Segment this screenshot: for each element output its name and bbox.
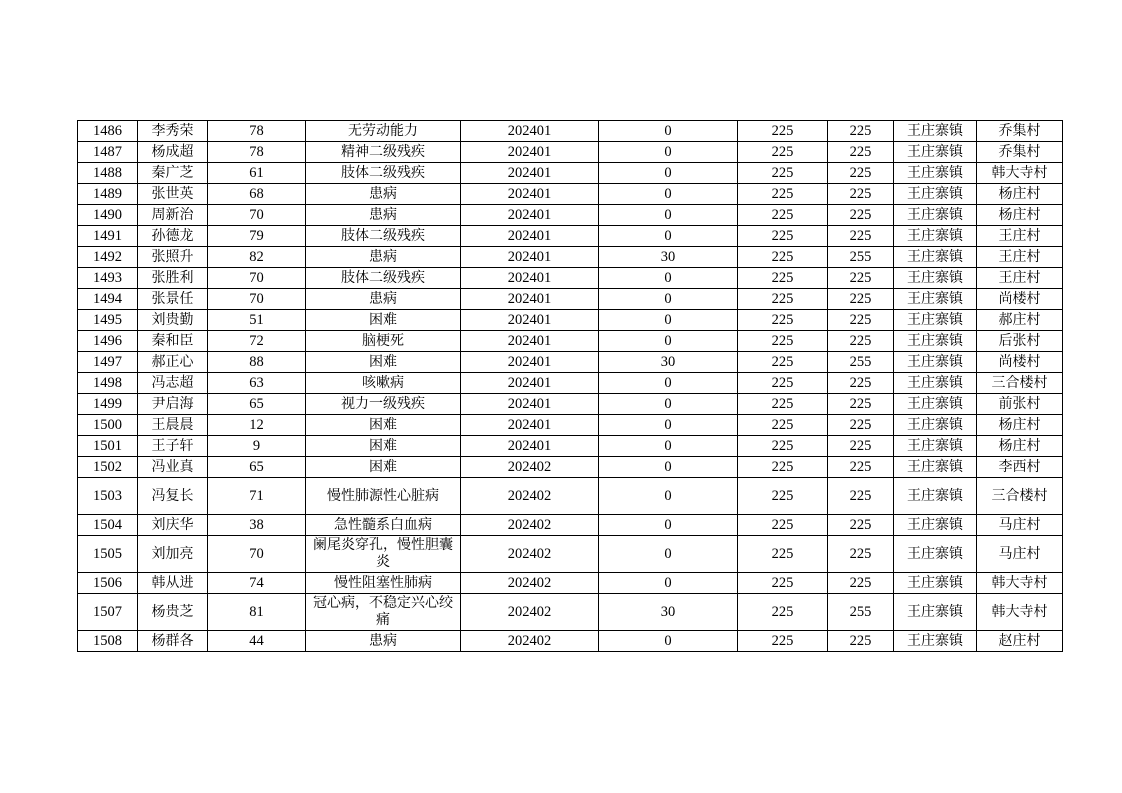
base-amount-cell: 225 bbox=[738, 205, 828, 226]
table-row bbox=[78, 415, 1063, 436]
table-row bbox=[78, 184, 1063, 205]
table-row bbox=[78, 436, 1063, 457]
reason-cell: 患病 bbox=[306, 184, 461, 205]
extra-amount-cell: 30 bbox=[599, 352, 738, 373]
name-cell: 韩从进 bbox=[138, 573, 208, 594]
reason-cell: 无劳动能力 bbox=[306, 121, 461, 142]
reason-cell: 急性髓系白血病 bbox=[306, 515, 461, 536]
age-cell: 70 bbox=[208, 268, 306, 289]
serial-no-cell: 1504 bbox=[78, 515, 138, 536]
reason-cell: 患病 bbox=[306, 289, 461, 310]
table-row bbox=[78, 457, 1063, 478]
town-cell: 王庄寨镇 bbox=[894, 268, 977, 289]
name-cell: 秦广芝 bbox=[138, 163, 208, 184]
extra-amount-cell: 0 bbox=[599, 268, 738, 289]
reason-cell: 精神二级残疾 bbox=[306, 142, 461, 163]
total-amount-cell: 225 bbox=[828, 226, 894, 247]
table-row bbox=[78, 631, 1063, 652]
name-cell: 杨群各 bbox=[138, 631, 208, 652]
total-amount-cell: 225 bbox=[828, 573, 894, 594]
total-amount-cell: 255 bbox=[828, 247, 894, 268]
table-row bbox=[78, 594, 1063, 631]
start-month-cell: 202402 bbox=[461, 515, 599, 536]
town-cell: 王庄寨镇 bbox=[894, 594, 977, 631]
base-amount-cell: 225 bbox=[738, 142, 828, 163]
extra-amount-cell: 0 bbox=[599, 163, 738, 184]
start-month-cell: 202401 bbox=[461, 247, 599, 268]
total-amount-cell: 225 bbox=[828, 478, 894, 515]
town-cell: 王庄寨镇 bbox=[894, 631, 977, 652]
start-month-cell: 202401 bbox=[461, 121, 599, 142]
reason-cell: 冠心病，不稳定兴心绞痛 bbox=[306, 594, 461, 631]
total-amount-cell: 225 bbox=[828, 457, 894, 478]
base-amount-cell: 225 bbox=[738, 436, 828, 457]
serial-no-cell: 1491 bbox=[78, 226, 138, 247]
base-amount-cell: 225 bbox=[738, 289, 828, 310]
base-amount-cell: 225 bbox=[738, 163, 828, 184]
extra-amount-cell: 0 bbox=[599, 631, 738, 652]
total-amount-cell: 255 bbox=[828, 352, 894, 373]
total-amount-cell: 225 bbox=[828, 373, 894, 394]
name-cell: 尹启海 bbox=[138, 394, 208, 415]
total-amount-cell: 225 bbox=[828, 268, 894, 289]
age-cell: 44 bbox=[208, 631, 306, 652]
extra-amount-cell: 0 bbox=[599, 394, 738, 415]
total-amount-cell: 225 bbox=[828, 205, 894, 226]
name-cell: 王子轩 bbox=[138, 436, 208, 457]
serial-no-cell: 1488 bbox=[78, 163, 138, 184]
town-cell: 王庄寨镇 bbox=[894, 394, 977, 415]
table-row bbox=[78, 536, 1063, 573]
extra-amount-cell: 0 bbox=[599, 457, 738, 478]
town-cell: 王庄寨镇 bbox=[894, 331, 977, 352]
table-row bbox=[78, 478, 1063, 515]
serial-no-cell: 1489 bbox=[78, 184, 138, 205]
village-cell: 前张村 bbox=[977, 394, 1063, 415]
serial-no-cell: 1486 bbox=[78, 121, 138, 142]
village-cell: 后张村 bbox=[977, 331, 1063, 352]
base-amount-cell: 225 bbox=[738, 515, 828, 536]
name-cell: 李秀荣 bbox=[138, 121, 208, 142]
reason-cell: 困难 bbox=[306, 415, 461, 436]
table-row bbox=[78, 142, 1063, 163]
base-amount-cell: 225 bbox=[738, 457, 828, 478]
age-cell: 70 bbox=[208, 536, 306, 573]
table-row bbox=[78, 121, 1063, 142]
extra-amount-cell: 30 bbox=[599, 247, 738, 268]
village-cell: 李西村 bbox=[977, 457, 1063, 478]
village-cell: 韩大寺村 bbox=[977, 573, 1063, 594]
table-row bbox=[78, 515, 1063, 536]
age-cell: 61 bbox=[208, 163, 306, 184]
start-month-cell: 202401 bbox=[461, 373, 599, 394]
reason-cell: 困难 bbox=[306, 457, 461, 478]
town-cell: 王庄寨镇 bbox=[894, 415, 977, 436]
base-amount-cell: 225 bbox=[738, 536, 828, 573]
serial-no-cell: 1493 bbox=[78, 268, 138, 289]
table-row bbox=[78, 573, 1063, 594]
start-month-cell: 202401 bbox=[461, 163, 599, 184]
table-row bbox=[78, 205, 1063, 226]
start-month-cell: 202401 bbox=[461, 352, 599, 373]
total-amount-cell: 225 bbox=[828, 415, 894, 436]
extra-amount-cell: 0 bbox=[599, 184, 738, 205]
base-amount-cell: 225 bbox=[738, 247, 828, 268]
serial-no-cell: 1496 bbox=[78, 331, 138, 352]
extra-amount-cell: 0 bbox=[599, 536, 738, 573]
village-cell: 韩大寺村 bbox=[977, 163, 1063, 184]
reason-cell: 慢性肺源性心脏病 bbox=[306, 478, 461, 515]
serial-no-cell: 1503 bbox=[78, 478, 138, 515]
reason-cell: 患病 bbox=[306, 205, 461, 226]
name-cell: 冯志超 bbox=[138, 373, 208, 394]
base-amount-cell: 225 bbox=[738, 184, 828, 205]
name-cell: 周新治 bbox=[138, 205, 208, 226]
age-cell: 79 bbox=[208, 226, 306, 247]
start-month-cell: 202402 bbox=[461, 478, 599, 515]
serial-no-cell: 1508 bbox=[78, 631, 138, 652]
table-row bbox=[78, 289, 1063, 310]
village-cell: 杨庄村 bbox=[977, 205, 1063, 226]
town-cell: 王庄寨镇 bbox=[894, 536, 977, 573]
table-body bbox=[78, 121, 1063, 652]
name-cell: 张胜利 bbox=[138, 268, 208, 289]
serial-no-cell: 1498 bbox=[78, 373, 138, 394]
age-cell: 70 bbox=[208, 205, 306, 226]
reason-cell: 肢体二级残疾 bbox=[306, 163, 461, 184]
name-cell: 冯复长 bbox=[138, 478, 208, 515]
start-month-cell: 202402 bbox=[461, 573, 599, 594]
serial-no-cell: 1505 bbox=[78, 536, 138, 573]
table-row bbox=[78, 268, 1063, 289]
name-cell: 秦和臣 bbox=[138, 331, 208, 352]
town-cell: 王庄寨镇 bbox=[894, 515, 977, 536]
reason-cell: 脑梗死 bbox=[306, 331, 461, 352]
village-cell: 马庄村 bbox=[977, 515, 1063, 536]
name-cell: 王晨晨 bbox=[138, 415, 208, 436]
table-row bbox=[78, 373, 1063, 394]
base-amount-cell: 225 bbox=[738, 631, 828, 652]
town-cell: 王庄寨镇 bbox=[894, 289, 977, 310]
village-cell: 尚楼村 bbox=[977, 352, 1063, 373]
town-cell: 王庄寨镇 bbox=[894, 436, 977, 457]
reason-cell: 肢体二级残疾 bbox=[306, 268, 461, 289]
total-amount-cell: 225 bbox=[828, 184, 894, 205]
base-amount-cell: 225 bbox=[738, 331, 828, 352]
age-cell: 72 bbox=[208, 331, 306, 352]
reason-cell: 困难 bbox=[306, 436, 461, 457]
name-cell: 郝正心 bbox=[138, 352, 208, 373]
age-cell: 63 bbox=[208, 373, 306, 394]
age-cell: 74 bbox=[208, 573, 306, 594]
start-month-cell: 202401 bbox=[461, 394, 599, 415]
town-cell: 王庄寨镇 bbox=[894, 163, 977, 184]
serial-no-cell: 1507 bbox=[78, 594, 138, 631]
village-cell: 韩大寺村 bbox=[977, 594, 1063, 631]
age-cell: 12 bbox=[208, 415, 306, 436]
age-cell: 82 bbox=[208, 247, 306, 268]
town-cell: 王庄寨镇 bbox=[894, 184, 977, 205]
town-cell: 王庄寨镇 bbox=[894, 352, 977, 373]
town-cell: 王庄寨镇 bbox=[894, 478, 977, 515]
table-row bbox=[78, 310, 1063, 331]
total-amount-cell: 225 bbox=[828, 536, 894, 573]
table-row bbox=[78, 331, 1063, 352]
age-cell: 65 bbox=[208, 394, 306, 415]
name-cell: 刘贵勤 bbox=[138, 310, 208, 331]
total-amount-cell: 225 bbox=[828, 163, 894, 184]
serial-no-cell: 1499 bbox=[78, 394, 138, 415]
age-cell: 65 bbox=[208, 457, 306, 478]
table-row bbox=[78, 352, 1063, 373]
name-cell: 刘庆华 bbox=[138, 515, 208, 536]
town-cell: 王庄寨镇 bbox=[894, 310, 977, 331]
village-cell: 王庄村 bbox=[977, 226, 1063, 247]
extra-amount-cell: 0 bbox=[599, 478, 738, 515]
name-cell: 张世英 bbox=[138, 184, 208, 205]
town-cell: 王庄寨镇 bbox=[894, 226, 977, 247]
reason-cell: 困难 bbox=[306, 352, 461, 373]
village-cell: 乔集村 bbox=[977, 142, 1063, 163]
total-amount-cell: 225 bbox=[828, 142, 894, 163]
age-cell: 70 bbox=[208, 289, 306, 310]
start-month-cell: 202402 bbox=[461, 631, 599, 652]
total-amount-cell: 225 bbox=[828, 394, 894, 415]
village-cell: 尚楼村 bbox=[977, 289, 1063, 310]
reason-cell: 视力一级残疾 bbox=[306, 394, 461, 415]
start-month-cell: 202401 bbox=[461, 268, 599, 289]
total-amount-cell: 225 bbox=[828, 289, 894, 310]
base-amount-cell: 225 bbox=[738, 415, 828, 436]
base-amount-cell: 225 bbox=[738, 268, 828, 289]
beneficiary-table bbox=[77, 120, 1063, 652]
name-cell: 张景任 bbox=[138, 289, 208, 310]
table-row bbox=[78, 226, 1063, 247]
extra-amount-cell: 0 bbox=[599, 205, 738, 226]
serial-no-cell: 1506 bbox=[78, 573, 138, 594]
serial-no-cell: 1492 bbox=[78, 247, 138, 268]
serial-no-cell: 1502 bbox=[78, 457, 138, 478]
village-cell: 杨庄村 bbox=[977, 415, 1063, 436]
start-month-cell: 202402 bbox=[461, 457, 599, 478]
extra-amount-cell: 30 bbox=[599, 594, 738, 631]
extra-amount-cell: 0 bbox=[599, 573, 738, 594]
town-cell: 王庄寨镇 bbox=[894, 247, 977, 268]
start-month-cell: 202402 bbox=[461, 594, 599, 631]
village-cell: 三合楼村 bbox=[977, 373, 1063, 394]
start-month-cell: 202401 bbox=[461, 415, 599, 436]
serial-no-cell: 1494 bbox=[78, 289, 138, 310]
reason-cell: 阑尾炎穿孔，慢性胆囊炎 bbox=[306, 536, 461, 573]
town-cell: 王庄寨镇 bbox=[894, 457, 977, 478]
table-row bbox=[78, 247, 1063, 268]
age-cell: 88 bbox=[208, 352, 306, 373]
reason-cell: 肢体二级残疾 bbox=[306, 226, 461, 247]
start-month-cell: 202401 bbox=[461, 205, 599, 226]
village-cell: 王庄村 bbox=[977, 268, 1063, 289]
extra-amount-cell: 0 bbox=[599, 415, 738, 436]
village-cell: 杨庄村 bbox=[977, 184, 1063, 205]
start-month-cell: 202401 bbox=[461, 310, 599, 331]
base-amount-cell: 225 bbox=[738, 594, 828, 631]
extra-amount-cell: 0 bbox=[599, 121, 738, 142]
base-amount-cell: 225 bbox=[738, 373, 828, 394]
extra-amount-cell: 0 bbox=[599, 515, 738, 536]
serial-no-cell: 1495 bbox=[78, 310, 138, 331]
start-month-cell: 202401 bbox=[461, 436, 599, 457]
reason-cell: 困难 bbox=[306, 310, 461, 331]
total-amount-cell: 225 bbox=[828, 331, 894, 352]
village-cell: 三合楼村 bbox=[977, 478, 1063, 515]
age-cell: 81 bbox=[208, 594, 306, 631]
start-month-cell: 202401 bbox=[461, 142, 599, 163]
name-cell: 杨贵芝 bbox=[138, 594, 208, 631]
base-amount-cell: 225 bbox=[738, 352, 828, 373]
extra-amount-cell: 0 bbox=[599, 289, 738, 310]
name-cell: 杨成超 bbox=[138, 142, 208, 163]
town-cell: 王庄寨镇 bbox=[894, 373, 977, 394]
reason-cell: 咳嗽病 bbox=[306, 373, 461, 394]
base-amount-cell: 225 bbox=[738, 394, 828, 415]
table-row bbox=[78, 394, 1063, 415]
start-month-cell: 202401 bbox=[461, 226, 599, 247]
town-cell: 王庄寨镇 bbox=[894, 121, 977, 142]
extra-amount-cell: 0 bbox=[599, 436, 738, 457]
town-cell: 王庄寨镇 bbox=[894, 573, 977, 594]
extra-amount-cell: 0 bbox=[599, 331, 738, 352]
name-cell: 冯业真 bbox=[138, 457, 208, 478]
total-amount-cell: 225 bbox=[828, 631, 894, 652]
base-amount-cell: 225 bbox=[738, 310, 828, 331]
age-cell: 38 bbox=[208, 515, 306, 536]
total-amount-cell: 225 bbox=[828, 121, 894, 142]
serial-no-cell: 1501 bbox=[78, 436, 138, 457]
age-cell: 78 bbox=[208, 142, 306, 163]
village-cell: 郝庄村 bbox=[977, 310, 1063, 331]
base-amount-cell: 225 bbox=[738, 226, 828, 247]
total-amount-cell: 225 bbox=[828, 436, 894, 457]
town-cell: 王庄寨镇 bbox=[894, 142, 977, 163]
extra-amount-cell: 0 bbox=[599, 226, 738, 247]
age-cell: 78 bbox=[208, 121, 306, 142]
base-amount-cell: 225 bbox=[738, 121, 828, 142]
extra-amount-cell: 0 bbox=[599, 142, 738, 163]
village-cell: 乔集村 bbox=[977, 121, 1063, 142]
start-month-cell: 202401 bbox=[461, 184, 599, 205]
serial-no-cell: 1487 bbox=[78, 142, 138, 163]
name-cell: 刘加亮 bbox=[138, 536, 208, 573]
town-cell: 王庄寨镇 bbox=[894, 205, 977, 226]
age-cell: 68 bbox=[208, 184, 306, 205]
base-amount-cell: 225 bbox=[738, 573, 828, 594]
age-cell: 51 bbox=[208, 310, 306, 331]
start-month-cell: 202401 bbox=[461, 331, 599, 352]
village-cell: 赵庄村 bbox=[977, 631, 1063, 652]
total-amount-cell: 225 bbox=[828, 310, 894, 331]
extra-amount-cell: 0 bbox=[599, 373, 738, 394]
serial-no-cell: 1500 bbox=[78, 415, 138, 436]
village-cell: 王庄村 bbox=[977, 247, 1063, 268]
reason-cell: 慢性阻塞性肺病 bbox=[306, 573, 461, 594]
serial-no-cell: 1490 bbox=[78, 205, 138, 226]
reason-cell: 患病 bbox=[306, 631, 461, 652]
start-month-cell: 202402 bbox=[461, 536, 599, 573]
name-cell: 孙德龙 bbox=[138, 226, 208, 247]
serial-no-cell: 1497 bbox=[78, 352, 138, 373]
total-amount-cell: 255 bbox=[828, 594, 894, 631]
start-month-cell: 202401 bbox=[461, 289, 599, 310]
name-cell: 张照升 bbox=[138, 247, 208, 268]
base-amount-cell: 225 bbox=[738, 478, 828, 515]
extra-amount-cell: 0 bbox=[599, 310, 738, 331]
village-cell: 马庄村 bbox=[977, 536, 1063, 573]
reason-cell: 患病 bbox=[306, 247, 461, 268]
table-row bbox=[78, 163, 1063, 184]
village-cell: 杨庄村 bbox=[977, 436, 1063, 457]
total-amount-cell: 225 bbox=[828, 515, 894, 536]
age-cell: 71 bbox=[208, 478, 306, 515]
age-cell: 9 bbox=[208, 436, 306, 457]
